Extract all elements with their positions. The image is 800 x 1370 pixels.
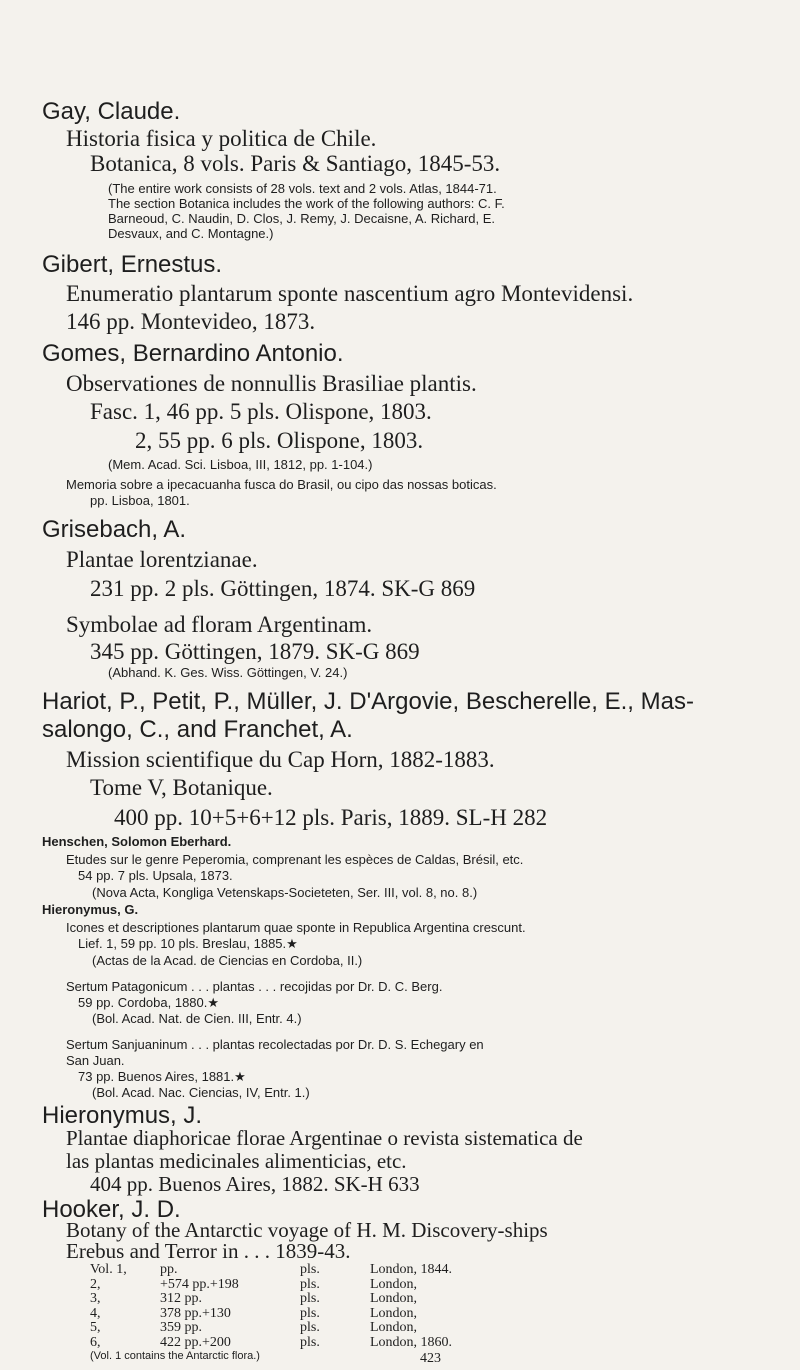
entry-author-hariot-cont: salongo, C., and Franchet, A. [42, 716, 353, 743]
entry-title: Icones et descriptiones plantarum quae sponte in Republica Argentina crescunt. [66, 920, 526, 935]
volume-pages: 422 pp.+200 [160, 1334, 231, 1350]
entry-note: Barneoud, C. Naudin, D. Clos, J. Remy, J. Decaisne, A. Richard, E. [108, 211, 496, 226]
entry-title: Sertum Sanjuaninum . . . plantas recolectadas por Dr. D. S. Echegary en [66, 1037, 484, 1052]
entry-author-hieronymus-j: Hieronymus, J. [42, 1102, 203, 1129]
volume-number: 3, [90, 1291, 101, 1306]
entry-note: (Bol. Acad. Nac. Ciencias, IV, Entr. 1.) [92, 1085, 310, 1100]
entry-note: The section Botanica includes the work of the following authors: C. F. [108, 196, 505, 211]
entry-author-gay: Gay, Claude. [42, 98, 181, 125]
volume-plates: pls. [300, 1305, 320, 1321]
entry-title: Etudes sur le genre Peperomia, comprenant les espèces de Caldas, Brésil, etc. [66, 852, 524, 867]
entry-detail: 231 pp. 2 pls. Göttingen, 1874. SK-G 869 [90, 576, 476, 601]
entry-note: (Abhand. K. Ges. Wiss. Göttingen, V. 24.) [108, 665, 348, 680]
entry-detail: 73 pp. Buenos Aires, 1881.★ [78, 1069, 246, 1084]
volume-plates: pls. [300, 1262, 320, 1277]
entry-note: (Actas de la Acad. de Ciencias en Cordoba, II.) [92, 953, 363, 968]
entry-note: (Vol. 1 contains the Antarctic flora.) [90, 1350, 260, 1362]
volume-number: 6, [90, 1334, 101, 1350]
entry-author-grisebach: Grisebach, A. [42, 516, 187, 543]
entry-note: (Mem. Acad. Sci. Lisboa, III, 1812, pp. 1-104.) [108, 457, 373, 472]
entry-detail: 146 pp. Montevideo, 1873. [66, 309, 316, 334]
volume-pages: 359 pp. [160, 1320, 202, 1335]
volume-place: London, 1844. [370, 1262, 453, 1277]
volume-plates: pls. [300, 1334, 320, 1350]
entry-note: Desvaux, and C. Montagne.) [108, 226, 274, 241]
entry-detail: 345 pp. Göttingen, 1879. SK-G 869 [90, 639, 420, 664]
entry-note: Memoria sobre a ipecacuanha fusca do Brasil, ou cipo das nossas boticas. [66, 477, 497, 492]
volume-place: London, [370, 1291, 418, 1306]
volume-number: 2, [90, 1276, 101, 1292]
entry-detail: Botanica, 8 vols. Paris & Santiago, 1845-53. [90, 151, 501, 176]
volume-plates: pls. [300, 1320, 320, 1335]
volume-plates: pls. [300, 1291, 320, 1306]
entry-detail: Tome V, Botanique. [90, 775, 273, 800]
entry-title: Botany of the Antarctic voyage of H. M. Discovery-ships [66, 1218, 548, 1242]
entry-detail: Fasc. 1, 46 pp. 5 pls. Olispone, 1803. [90, 399, 432, 424]
volume-place: London, [370, 1276, 418, 1292]
entry-title: Mission scientifique du Cap Horn, 1882-1883. [66, 747, 495, 772]
entry-detail: Lief. 1, 59 pp. 10 pls. Breslau, 1885.★ [78, 936, 298, 951]
entry-note: (Nova Acta, Kongliga Vetenskaps-Societeten, Ser. III, vol. 8, no. 8.) [92, 885, 478, 900]
page-number: 423 [420, 1351, 441, 1366]
volume-place: London, [370, 1320, 418, 1335]
entry-title: San Juan. [66, 1053, 125, 1068]
volume-plates: pls. [300, 1276, 320, 1292]
entry-author-hieronymus-g: Hieronymus, G. [42, 902, 139, 917]
entry-detail: 59 pp. Cordoba, 1880.★ [78, 995, 220, 1010]
entry-title: Observationes de nonnullis Brasiliae plantis. [66, 371, 477, 396]
volume-number: 5, [90, 1320, 101, 1335]
volume-number: Vol. 1, [90, 1262, 127, 1277]
volume-number: 4, [90, 1305, 101, 1321]
entry-detail: 2, 55 pp. 6 pls. Olispone, 1803. [135, 428, 424, 453]
volume-pages: pp. [160, 1262, 178, 1277]
volume-pages: 312 pp. [160, 1291, 202, 1306]
entry-author-gibert: Gibert, Ernestus. [42, 251, 223, 278]
entry-note: (The entire work consists of 28 vols. text and 2 vols. Atlas, 1844-71. [108, 181, 497, 196]
entry-note: pp. Lisboa, 1801. [90, 493, 190, 508]
entry-title: Erebus and Terror in . . . 1839-43. [66, 1239, 351, 1263]
entry-author-gomes: Gomes, Bernardino Antonio. [42, 340, 344, 367]
entry-title: Plantae lorentzianae. [66, 547, 258, 572]
entry-detail: 54 pp. 7 pls. Upsala, 1873. [78, 868, 233, 883]
entry-title: Sertum Patagonicum . . . plantas . . . recojidas por Dr. D. C. Berg. [66, 979, 443, 994]
entry-detail: 404 pp. Buenos Aires, 1882. SK-H 633 [90, 1172, 420, 1196]
entry-author-henschen: Henschen, Solomon Eberhard. [42, 834, 232, 849]
entry-title: Historia fisica y politica de Chile. [66, 126, 377, 151]
entry-author-hariot: Hariot, P., Petit, P., Müller, J. D'Argovie, Bescherelle, E., Mas- [42, 688, 694, 715]
entry-note: (Bol. Acad. Nat. de Cien. III, Entr. 4.) [92, 1011, 302, 1026]
entry-title: Plantae diaphoricae florae Argentinae o revista sistematica de [66, 1126, 583, 1150]
volume-pages: +574 pp.+198 [160, 1276, 239, 1292]
volume-place: London, 1860. [370, 1334, 453, 1350]
entry-title: Enumeratio plantarum sponte nascentium agro Montevidensi. [66, 281, 634, 306]
entry-title: las plantas medicinales alimenticias, etc. [66, 1149, 407, 1173]
volume-place: London, [370, 1305, 418, 1321]
volume-pages: 378 pp.+130 [160, 1305, 231, 1321]
entry-title: Symbolae ad floram Argentinam. [66, 612, 373, 637]
entry-author-hooker: Hooker, J. D. [42, 1196, 181, 1223]
entry-detail: 400 pp. 10+5+6+12 pls. Paris, 1889. SL-H 282 [114, 805, 548, 830]
